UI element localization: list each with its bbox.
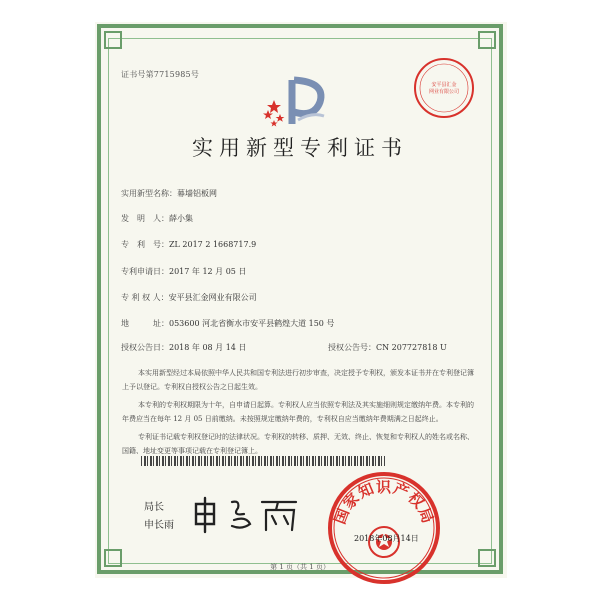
field-grant-date: 授权公告日：2018 年 08 月 14 日 xyxy=(121,343,247,352)
field-address: 地 址：053600 河北省衡水市安平县鹤煌大道 150 号 xyxy=(121,319,335,328)
page-indicator: 第 1 页（共 1 页） xyxy=(270,563,330,571)
director-name: 申长雨 xyxy=(144,520,174,531)
body-paragraph: 本实用新型经过本局依照中华人民共和国专利法进行初步审查，决定授予专利权，颁发本证书并在专利登记簿上予以登记。专利权自授权公告之日起生效。 xyxy=(122,369,474,391)
director-signature xyxy=(188,494,308,534)
body-paragraph: 专利证书记载专利权登记时的法律状况。专利权的转移、质押、无效、终止、恢复和专利权人的姓名或名称、国籍、地址变更等事项记载在专利登记簿上。 xyxy=(122,433,474,455)
body-paragraph: 本专利的专利权期限为十年，自申请日起算。专利权人应当依照专利法及其实施细则规定缴纳年费。本专利的年费应当在每年 12 月 05 日前缴纳。未按照规定缴纳年费的，专利权自应当缴纳年费期满之日起终止。 xyxy=(122,401,474,423)
patent-office-logo-icon xyxy=(254,72,334,132)
field-inventor: 发 明 人：薛小集 xyxy=(121,214,193,223)
corner-ornament xyxy=(478,31,496,49)
field-utility-model-name: 实用新型名称：幕墙铝板网 xyxy=(121,189,217,198)
seal-date: 2018年08月14日 xyxy=(354,534,419,543)
certificate-body-text xyxy=(122,366,474,462)
svg-text:网业有限公司: 网业有限公司 xyxy=(428,89,460,95)
svg-text:安平县汇金: 安平县汇金 xyxy=(431,82,457,88)
field-patentee: 专 利 权 人：安平县汇金网业有限公司 xyxy=(121,293,257,302)
company-stamp-icon xyxy=(412,56,476,120)
barcode xyxy=(141,456,385,466)
field-application-date: 专利申请日：2017 年 12 月 05 日 xyxy=(121,267,247,276)
certificate-title: 实用新型专利证书 xyxy=(192,136,408,160)
director-label: 局长 xyxy=(144,502,164,513)
certificate-number: 证书号第7715985号 xyxy=(121,70,200,79)
svg-text:国家知识产权局: 国家知识产权局 xyxy=(330,478,438,527)
corner-ornament xyxy=(104,31,122,49)
field-grant-publication-number: 授权公告号：CN 207727818 U xyxy=(328,343,447,352)
field-patent-number: 专 利 号：ZL 2017 2 1668717.9 xyxy=(121,240,257,249)
